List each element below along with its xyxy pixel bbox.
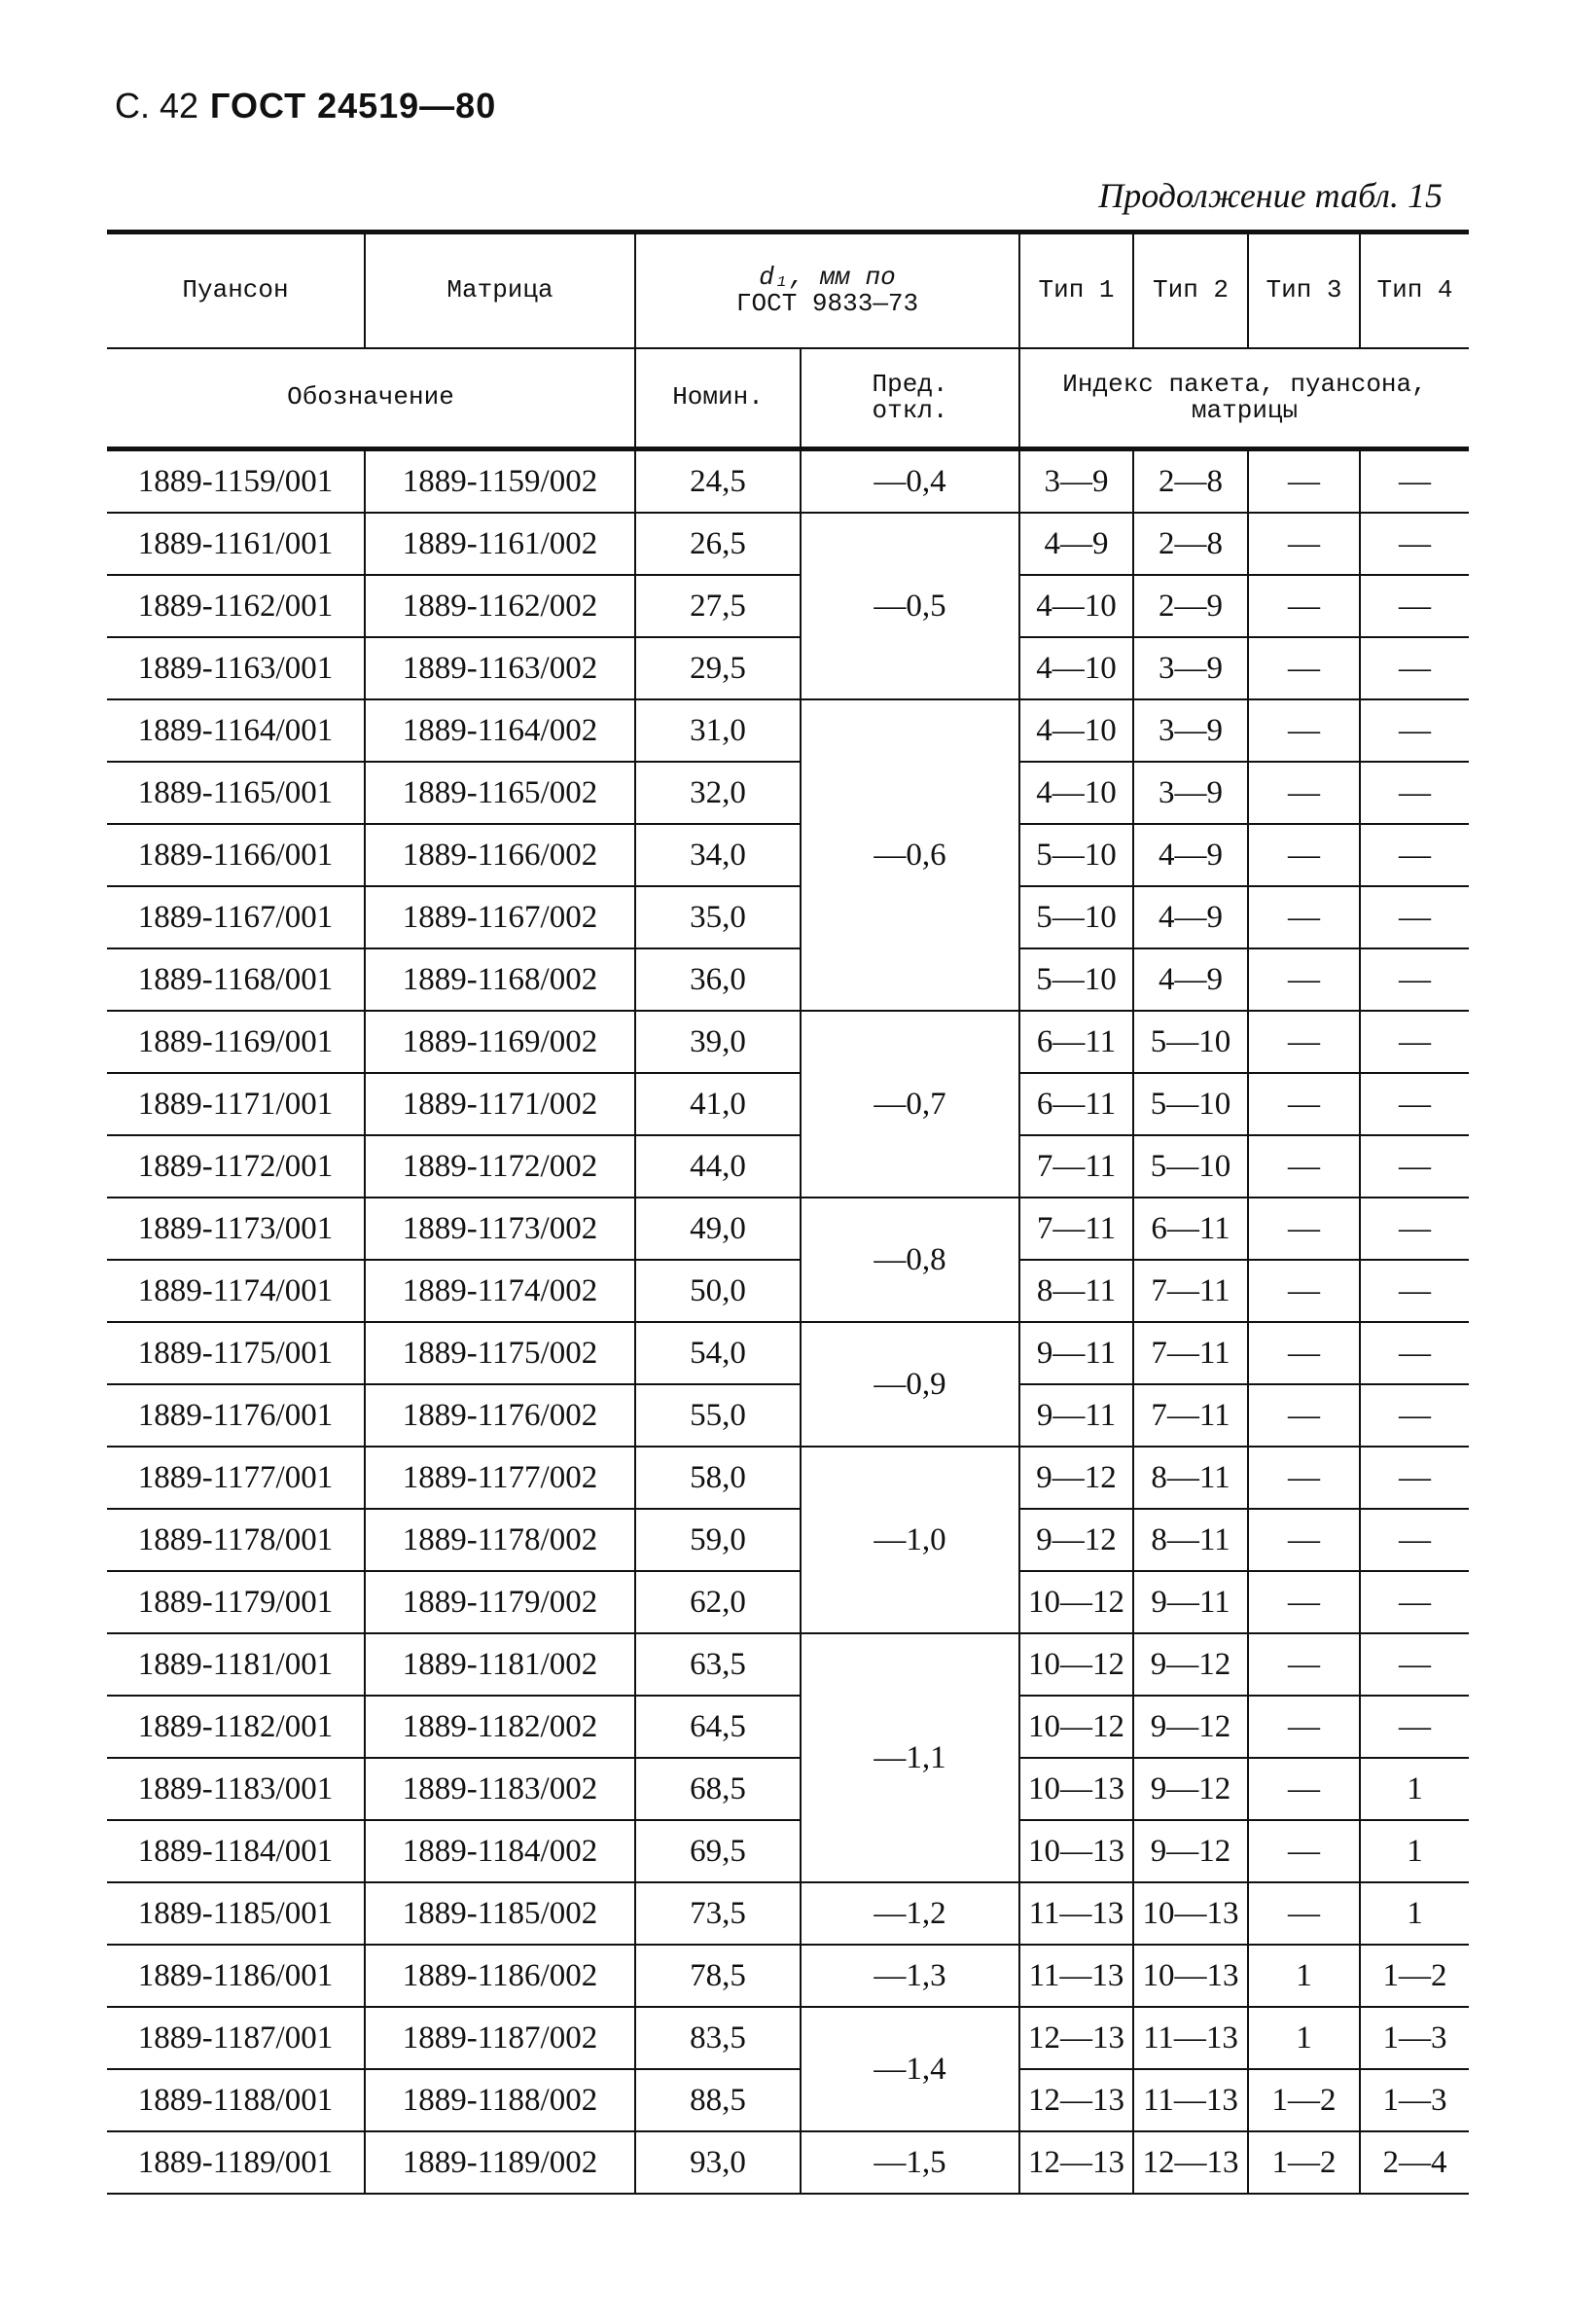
type4-index: — <box>1360 762 1469 824</box>
type4-index: — <box>1360 1384 1469 1447</box>
type2-index: 7—11 <box>1133 1322 1248 1384</box>
table-row <box>107 1073 1469 1135</box>
punch-designation: 1889-1177/001 <box>107 1447 365 1509</box>
punch-designation: 1889-1169/001 <box>107 1011 365 1073</box>
type2-index: 9—11 <box>1133 1571 1248 1633</box>
type1-index: 11—13 <box>1019 1945 1133 2007</box>
col-type3-header: Тип 3 <box>1248 232 1360 349</box>
die-designation: 1889-1174/002 <box>365 1260 635 1322</box>
type3-index: — <box>1248 1633 1360 1696</box>
table-row <box>107 449 1469 514</box>
nominal-diameter: 93,0 <box>635 2131 801 2194</box>
punch-designation: 1889-1184/001 <box>107 1820 365 1882</box>
type1-index: 8—11 <box>1019 1260 1133 1322</box>
type4-index: — <box>1360 1011 1469 1073</box>
punch-designation: 1889-1172/001 <box>107 1135 365 1198</box>
type1-index: 7—11 <box>1019 1198 1133 1260</box>
die-designation: 1889-1172/002 <box>365 1135 635 1198</box>
nominal-diameter: 29,5 <box>635 637 801 699</box>
table-row <box>107 1633 1469 1696</box>
type4-index: 2—4 <box>1360 2131 1469 2194</box>
table-row <box>107 1260 1469 1322</box>
col-type4-header: Тип 4 <box>1360 232 1469 349</box>
die-designation: 1889-1164/002 <box>365 699 635 762</box>
punch-designation: 1889-1171/001 <box>107 1073 365 1135</box>
type3-index: — <box>1248 1509 1360 1571</box>
table-row <box>107 1198 1469 1260</box>
table-row <box>107 948 1469 1011</box>
designation-header: Обозначение <box>107 348 635 449</box>
type1-index: 4—10 <box>1019 637 1133 699</box>
page-number: С. 42 <box>115 86 199 125</box>
die-designation: 1889-1178/002 <box>365 1509 635 1571</box>
nominal-diameter: 50,0 <box>635 1260 801 1322</box>
index-header-line1: Индекс пакета, пуансона, <box>1062 369 1427 399</box>
table-body <box>107 449 1469 2195</box>
type2-index: 2—8 <box>1133 449 1248 514</box>
type2-index: 5—10 <box>1133 1073 1248 1135</box>
tolerance-value: —0,9 <box>801 1322 1019 1447</box>
table-row <box>107 1384 1469 1447</box>
table-row <box>107 1882 1469 1945</box>
type4-index: — <box>1360 513 1469 575</box>
table-row <box>107 886 1469 948</box>
type3-index: 1 <box>1248 1945 1360 2007</box>
die-designation: 1889-1159/002 <box>365 449 635 514</box>
d1-header-line2: ГОСТ 9833—73 <box>735 289 919 318</box>
tolerance-value: —1,1 <box>801 1633 1019 1882</box>
type2-index: 5—10 <box>1133 1011 1248 1073</box>
type4-index: — <box>1360 1633 1469 1696</box>
type4-index: — <box>1360 637 1469 699</box>
type2-index: 9—12 <box>1133 1696 1248 1758</box>
type2-index: 8—11 <box>1133 1509 1248 1571</box>
punch-designation: 1889-1159/001 <box>107 449 365 514</box>
tolerance-value: —1,4 <box>801 2007 1019 2131</box>
die-designation: 1889-1177/002 <box>365 1447 635 1509</box>
type4-index: 1 <box>1360 1820 1469 1882</box>
type1-index: 9—11 <box>1019 1384 1133 1447</box>
type3-index: — <box>1248 1758 1360 1820</box>
table-row <box>107 2007 1469 2069</box>
type1-index: 12—13 <box>1019 2131 1133 2194</box>
type4-index: — <box>1360 1696 1469 1758</box>
type3-index: — <box>1248 699 1360 762</box>
type3-index: — <box>1248 1696 1360 1758</box>
punch-designation: 1889-1176/001 <box>107 1384 365 1447</box>
table-row <box>107 575 1469 637</box>
header-row-2 <box>107 348 1469 449</box>
punch-designation: 1889-1186/001 <box>107 1945 365 2007</box>
tolerance-value: —0,5 <box>801 513 1019 699</box>
tolerance-header-line2: откл. <box>872 396 948 425</box>
type1-index: 4—10 <box>1019 699 1133 762</box>
type1-index: 12—13 <box>1019 2069 1133 2131</box>
type1-index: 10—13 <box>1019 1820 1133 1882</box>
standard-number: ГОСТ 24519—80 <box>210 86 497 125</box>
type2-index: 5—10 <box>1133 1135 1248 1198</box>
index-header-line2: матрицы <box>1191 396 1299 425</box>
col-d1-header <box>635 232 1019 349</box>
type3-index: — <box>1248 637 1360 699</box>
table-row <box>107 513 1469 575</box>
table-row <box>107 1509 1469 1571</box>
die-designation: 1889-1182/002 <box>365 1696 635 1758</box>
type2-index: 7—11 <box>1133 1384 1248 1447</box>
punch-designation: 1889-1182/001 <box>107 1696 365 1758</box>
die-designation: 1889-1165/002 <box>365 762 635 824</box>
type2-index: 9—12 <box>1133 1820 1248 1882</box>
table-row <box>107 1135 1469 1198</box>
type2-index: 3—9 <box>1133 762 1248 824</box>
punch-designation: 1889-1165/001 <box>107 762 365 824</box>
table-continuation-label: Продолжение табл. 15 <box>1098 176 1443 215</box>
type4-index: — <box>1360 449 1469 514</box>
type4-index: 1—3 <box>1360 2069 1469 2131</box>
nominal-diameter: 62,0 <box>635 1571 801 1633</box>
table-row <box>107 1571 1469 1633</box>
header-row-1 <box>107 232 1469 349</box>
type1-index: 5—10 <box>1019 824 1133 886</box>
type1-index: 3—9 <box>1019 449 1133 514</box>
tolerance-value: —0,4 <box>801 449 1019 514</box>
type3-index: — <box>1248 1135 1360 1198</box>
type3-index: — <box>1248 824 1360 886</box>
type1-index: 5—10 <box>1019 948 1133 1011</box>
type1-index: 6—11 <box>1019 1073 1133 1135</box>
die-designation: 1889-1167/002 <box>365 886 635 948</box>
col-punch-header: Пуансон <box>107 232 365 349</box>
punch-designation: 1889-1164/001 <box>107 699 365 762</box>
punch-designation: 1889-1161/001 <box>107 513 365 575</box>
die-designation: 1889-1181/002 <box>365 1633 635 1696</box>
type4-index: — <box>1360 1509 1469 1571</box>
nominal-diameter: 63,5 <box>635 1633 801 1696</box>
table-row <box>107 2131 1469 2194</box>
page-header <box>115 86 496 126</box>
type2-index: 12—13 <box>1133 2131 1248 2194</box>
type3-index: 1 <box>1248 2007 1360 2069</box>
nominal-diameter: 78,5 <box>635 1945 801 2007</box>
tolerance-value: —0,8 <box>801 1198 1019 1322</box>
table-row <box>107 2069 1469 2131</box>
die-designation: 1889-1169/002 <box>365 1011 635 1073</box>
punch-designation: 1889-1185/001 <box>107 1882 365 1945</box>
die-designation: 1889-1166/002 <box>365 824 635 886</box>
type4-index: — <box>1360 1260 1469 1322</box>
nominal-diameter: 69,5 <box>635 1820 801 1882</box>
die-designation: 1889-1185/002 <box>365 1882 635 1945</box>
type1-index: 4—10 <box>1019 575 1133 637</box>
punch-designation: 1889-1162/001 <box>107 575 365 637</box>
die-designation: 1889-1175/002 <box>365 1322 635 1384</box>
index-header <box>1019 348 1469 449</box>
type3-index: — <box>1248 1882 1360 1945</box>
nominal-diameter: 54,0 <box>635 1322 801 1384</box>
nominal-header: Номин. <box>635 348 801 449</box>
type2-index: 11—13 <box>1133 2069 1248 2131</box>
punch-designation: 1889-1163/001 <box>107 637 365 699</box>
table-row <box>107 1011 1469 1073</box>
type4-index: — <box>1360 699 1469 762</box>
type2-index: 11—13 <box>1133 2007 1248 2069</box>
table-row <box>107 1322 1469 1384</box>
tolerance-header-line1: Пред. <box>872 369 948 399</box>
type4-index: — <box>1360 1135 1469 1198</box>
die-designation: 1889-1163/002 <box>365 637 635 699</box>
die-designation: 1889-1188/002 <box>365 2069 635 2131</box>
die-designation: 1889-1183/002 <box>365 1758 635 1820</box>
type2-index: 4—9 <box>1133 948 1248 1011</box>
type3-index: — <box>1248 1447 1360 1509</box>
die-designation: 1889-1179/002 <box>365 1571 635 1633</box>
type2-index: 3—9 <box>1133 699 1248 762</box>
punch-designation: 1889-1189/001 <box>107 2131 365 2194</box>
die-designation: 1889-1162/002 <box>365 575 635 637</box>
type1-index: 10—13 <box>1019 1758 1133 1820</box>
type3-index: — <box>1248 1384 1360 1447</box>
nominal-diameter: 41,0 <box>635 1073 801 1135</box>
type1-index: 6—11 <box>1019 1011 1133 1073</box>
type2-index: 9—12 <box>1133 1633 1248 1696</box>
tolerance-value: —1,2 <box>801 1882 1019 1945</box>
tolerance-value: —1,5 <box>801 2131 1019 2194</box>
type2-index: 9—12 <box>1133 1758 1248 1820</box>
tolerance-value: —0,7 <box>801 1011 1019 1198</box>
type2-index: 6—11 <box>1133 1198 1248 1260</box>
type2-index: 2—8 <box>1133 513 1248 575</box>
nominal-diameter: 49,0 <box>635 1198 801 1260</box>
nominal-diameter: 35,0 <box>635 886 801 948</box>
die-designation: 1889-1173/002 <box>365 1198 635 1260</box>
type4-index: — <box>1360 575 1469 637</box>
type3-index: — <box>1248 513 1360 575</box>
punch-designation: 1889-1166/001 <box>107 824 365 886</box>
type4-index: — <box>1360 824 1469 886</box>
type2-index: 10—13 <box>1133 1945 1248 2007</box>
type4-index: — <box>1360 1447 1469 1509</box>
type3-index: — <box>1248 575 1360 637</box>
table-row <box>107 637 1469 699</box>
type1-index: 5—10 <box>1019 886 1133 948</box>
punch-designation: 1889-1173/001 <box>107 1198 365 1260</box>
nominal-diameter: 31,0 <box>635 699 801 762</box>
punch-designation: 1889-1178/001 <box>107 1509 365 1571</box>
table-row <box>107 1758 1469 1820</box>
col-type2-header: Тип 2 <box>1133 232 1248 349</box>
nominal-diameter: 32,0 <box>635 762 801 824</box>
tolerance-value: —1,0 <box>801 1447 1019 1633</box>
table-row <box>107 1820 1469 1882</box>
type4-index: 1—3 <box>1360 2007 1469 2069</box>
d1-header-line1: d₁, мм по <box>759 262 896 292</box>
type4-index: — <box>1360 1073 1469 1135</box>
type3-index: — <box>1248 1260 1360 1322</box>
die-designation: 1889-1171/002 <box>365 1073 635 1135</box>
table-row <box>107 699 1469 762</box>
nominal-diameter: 55,0 <box>635 1384 801 1447</box>
nominal-diameter: 68,5 <box>635 1758 801 1820</box>
type4-index: — <box>1360 1571 1469 1633</box>
type3-index: — <box>1248 1011 1360 1073</box>
die-designation: 1889-1168/002 <box>365 948 635 1011</box>
punch-designation: 1889-1174/001 <box>107 1260 365 1322</box>
col-type1-header: Тип 1 <box>1019 232 1133 349</box>
type2-index: 4—9 <box>1133 886 1248 948</box>
type2-index: 7—11 <box>1133 1260 1248 1322</box>
tolerance-value: —1,3 <box>801 1945 1019 2007</box>
nominal-diameter: 64,5 <box>635 1696 801 1758</box>
nominal-diameter: 34,0 <box>635 824 801 886</box>
type1-index: 10—12 <box>1019 1633 1133 1696</box>
type4-index: 1—2 <box>1360 1945 1469 2007</box>
die-designation: 1889-1189/002 <box>365 2131 635 2194</box>
type3-index: 1—2 <box>1248 2069 1360 2131</box>
punch-designation: 1889-1188/001 <box>107 2069 365 2131</box>
type1-index: 9—11 <box>1019 1322 1133 1384</box>
type3-index: 1—2 <box>1248 2131 1360 2194</box>
table-row <box>107 1447 1469 1509</box>
table-row <box>107 762 1469 824</box>
tolerance-header <box>801 348 1019 449</box>
type4-index: 1 <box>1360 1758 1469 1820</box>
punch-designation: 1889-1168/001 <box>107 948 365 1011</box>
punch-designation: 1889-1181/001 <box>107 1633 365 1696</box>
type1-index: 9—12 <box>1019 1447 1133 1509</box>
nominal-diameter: 58,0 <box>635 1447 801 1509</box>
type1-index: 4—9 <box>1019 513 1133 575</box>
type3-index: — <box>1248 449 1360 514</box>
type3-index: — <box>1248 762 1360 824</box>
type4-index: — <box>1360 1198 1469 1260</box>
type2-index: 2—9 <box>1133 575 1248 637</box>
type1-index: 10—12 <box>1019 1696 1133 1758</box>
nominal-diameter: 73,5 <box>635 1882 801 1945</box>
punch-designation: 1889-1187/001 <box>107 2007 365 2069</box>
nominal-diameter: 24,5 <box>635 449 801 514</box>
nominal-diameter: 26,5 <box>635 513 801 575</box>
die-designation: 1889-1184/002 <box>365 1820 635 1882</box>
type3-index: — <box>1248 1198 1360 1260</box>
tolerance-value: —0,6 <box>801 699 1019 1011</box>
type1-index: 12—13 <box>1019 2007 1133 2069</box>
punch-designation: 1889-1167/001 <box>107 886 365 948</box>
type3-index: — <box>1248 1073 1360 1135</box>
table-row <box>107 1945 1469 2007</box>
type1-index: 4—10 <box>1019 762 1133 824</box>
type2-index: 8—11 <box>1133 1447 1248 1509</box>
type2-index: 10—13 <box>1133 1882 1248 1945</box>
nominal-diameter: 83,5 <box>635 2007 801 2069</box>
die-designation: 1889-1187/002 <box>365 2007 635 2069</box>
nominal-diameter: 27,5 <box>635 575 801 637</box>
col-die-header: Матрица <box>365 232 635 349</box>
punch-designation: 1889-1175/001 <box>107 1322 365 1384</box>
nominal-diameter: 59,0 <box>635 1509 801 1571</box>
table-row <box>107 824 1469 886</box>
type4-index: — <box>1360 1322 1469 1384</box>
type1-index: 7—11 <box>1019 1135 1133 1198</box>
type3-index: — <box>1248 1820 1360 1882</box>
punch-designation: 1889-1183/001 <box>107 1758 365 1820</box>
table-row <box>107 1696 1469 1758</box>
nominal-diameter: 39,0 <box>635 1011 801 1073</box>
type2-index: 3—9 <box>1133 637 1248 699</box>
type2-index: 4—9 <box>1133 824 1248 886</box>
nominal-diameter: 44,0 <box>635 1135 801 1198</box>
die-designation: 1889-1161/002 <box>365 513 635 575</box>
type1-index: 9—12 <box>1019 1509 1133 1571</box>
type4-index: — <box>1360 948 1469 1011</box>
type3-index: — <box>1248 948 1360 1011</box>
nominal-diameter: 36,0 <box>635 948 801 1011</box>
type1-index: 10—12 <box>1019 1571 1133 1633</box>
type3-index: — <box>1248 1571 1360 1633</box>
type3-index: — <box>1248 886 1360 948</box>
type4-index: 1 <box>1360 1882 1469 1945</box>
spec-table <box>107 230 1469 2195</box>
type1-index: 11—13 <box>1019 1882 1133 1945</box>
type4-index: — <box>1360 886 1469 948</box>
type3-index: — <box>1248 1322 1360 1384</box>
nominal-diameter: 88,5 <box>635 2069 801 2131</box>
die-designation: 1889-1176/002 <box>365 1384 635 1447</box>
punch-designation: 1889-1179/001 <box>107 1571 365 1633</box>
die-designation: 1889-1186/002 <box>365 1945 635 2007</box>
